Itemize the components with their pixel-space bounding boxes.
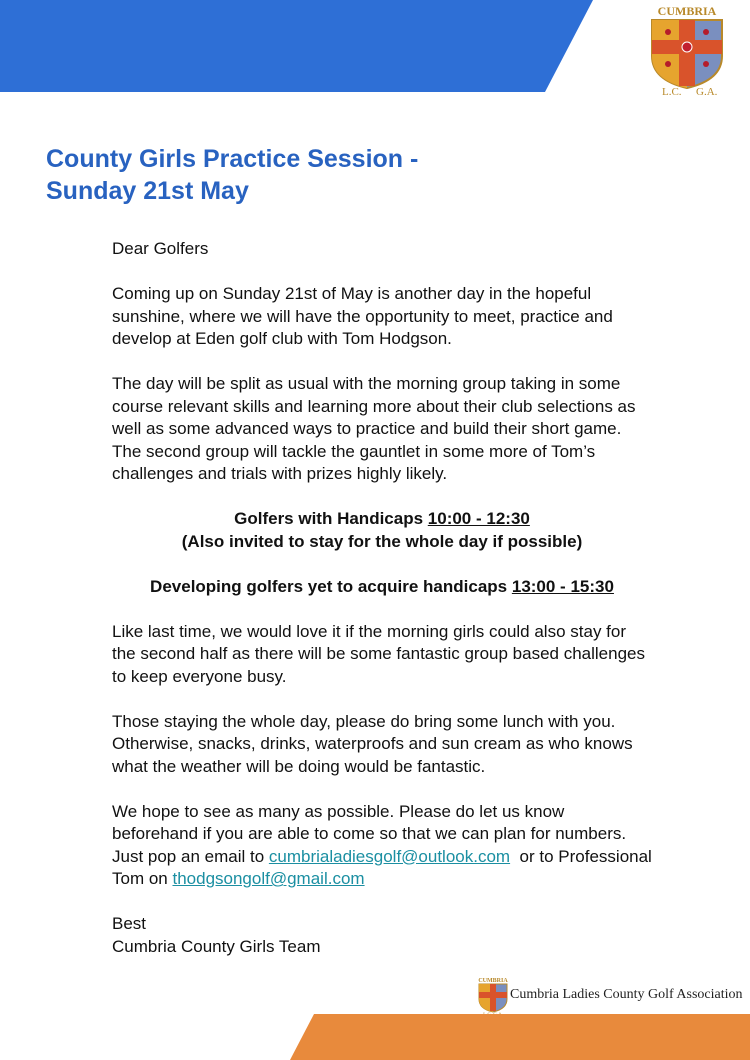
- signoff: Best: [112, 914, 147, 933]
- session2-label: Developing golfers yet to acquire handicaps: [150, 576, 512, 596]
- paragraph-morning-girls: Like last time, we would love it if the morning girls could also stay for the second half as there will be some fantastic group based challenges to keep everyone busy.: [112, 621, 645, 686]
- signoff-block: [112, 913, 652, 958]
- paragraph-schedule: The day will be split as usual with the morning group taking in some course relevant skills and learning more about their club selections as well as some advanced ways to practice and build their short game. The second group will tackle the gauntlet in some more of Tom’s challenges and trials with prizes highly likely.: [112, 374, 636, 483]
- greeting: Dear Golfers: [112, 239, 209, 258]
- email-link-tom[interactable]: thodgsongolf@gmail.com: [172, 869, 365, 888]
- footer-crest-logo: [476, 976, 510, 1016]
- crest-bottom-right-text: G.A.: [696, 86, 718, 96]
- top-banner: [0, 0, 750, 92]
- footer-organisation-name: Cumbria Ladies County Golf Association: [510, 987, 743, 1002]
- letter-body: [112, 238, 657, 958]
- paragraph-intro: Coming up on Sunday 21st of May is another day in the hopeful sunshine, where we will have the opportunity to meet, practice and develop at Eden golf club with Tom Hodgson.: [112, 284, 613, 348]
- crest-bottom-left-text: L.C.: [662, 86, 682, 96]
- session1-label: Golfers with Handicaps: [234, 509, 428, 528]
- paragraph-contact: [112, 801, 657, 891]
- title-line-2: Sunday 21st May: [46, 177, 249, 205]
- footer-crest-top-text: CUMBRIA: [478, 978, 508, 984]
- contact-text: We hope to see as many as possible. Please do let us know beforehand if you are able to come so that we can plan for numbers. Just pop an email to: [112, 801, 627, 866]
- contact-mid-text: or to Professional Tom on: [112, 846, 657, 888]
- session-developing: [112, 576, 652, 599]
- bottom-banner: [0, 1014, 750, 1060]
- crest-top-text: CUMBRIA: [657, 4, 717, 18]
- session1-time: 10:00 - 12:30: [427, 509, 530, 528]
- title-line-1: County Girls Practice Session -: [46, 145, 419, 173]
- signature: Cumbria County Girls Team: [112, 936, 321, 956]
- page-title: [46, 143, 418, 207]
- cumbria-crest-logo: [646, 0, 728, 96]
- session1-note: (Also invited to stay for the whole day if possible): [181, 531, 583, 551]
- session-handicaps: [112, 508, 652, 553]
- session2-time: 13:00 - 15:30: [511, 576, 614, 596]
- email-link-club[interactable]: cumbrialadiesgolf@outlook.com: [268, 846, 511, 866]
- paragraph-lunch: Those staying the whole day, please do bring some lunch with you. Otherwise, snacks, drinks, waterproofs and sun cream as who knows what the weather will be doing would be fantastic.: [112, 711, 633, 776]
